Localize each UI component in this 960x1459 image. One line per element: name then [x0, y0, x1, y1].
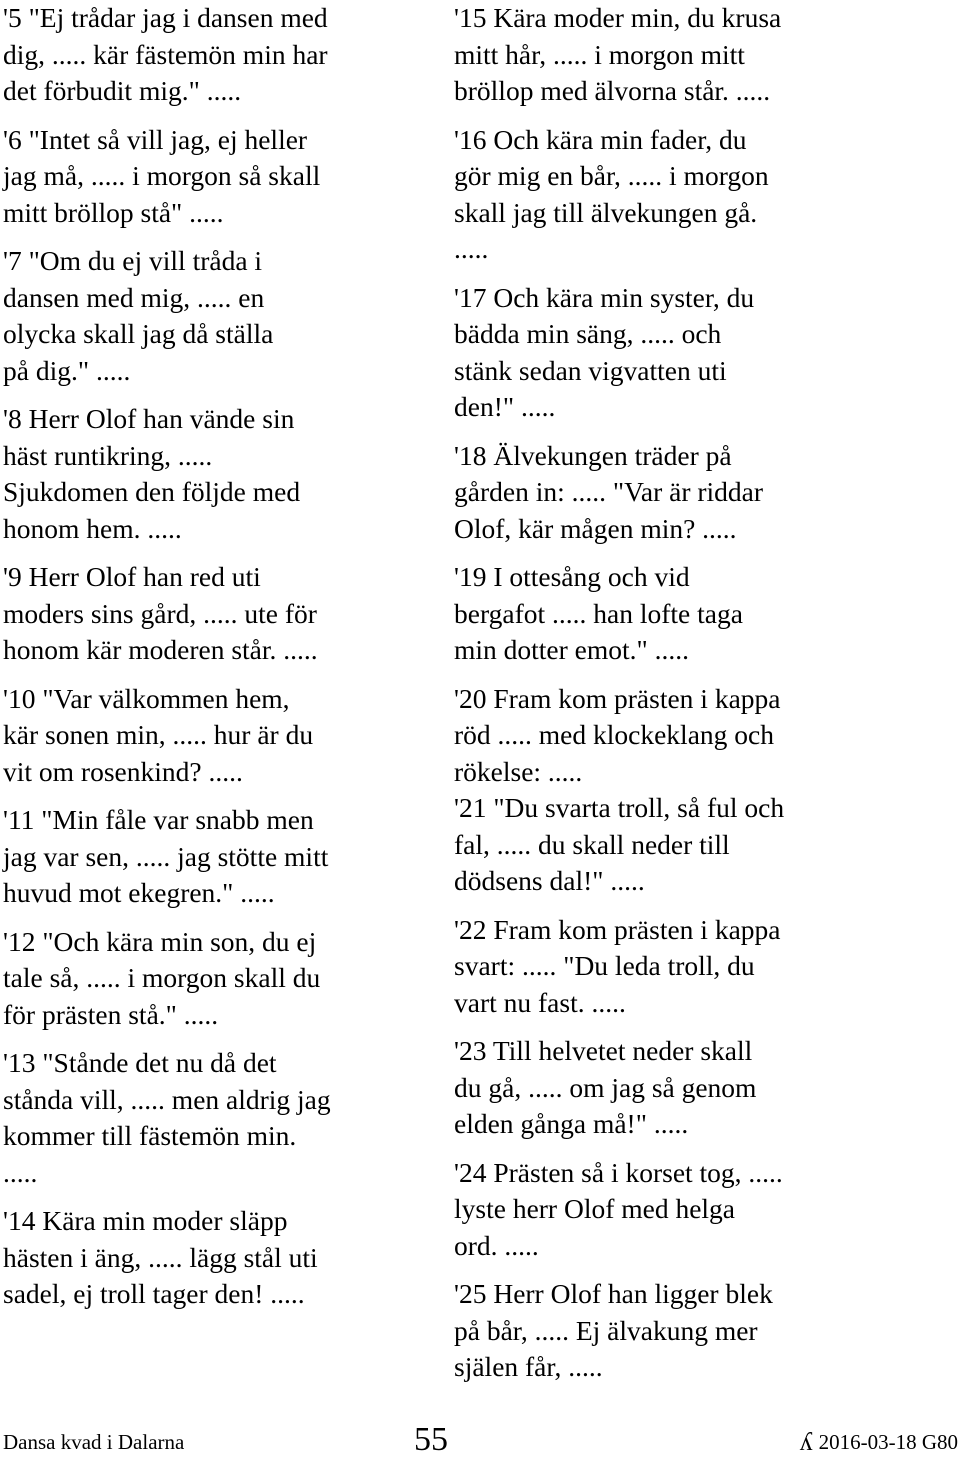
- verse: '14 Kära min moder släpp hästen i äng, ..... lägg stål uti sadel, ej troll tager den! .....: [3, 1205, 318, 1309]
- verse: '15 Kära moder min, du krusa mitt hår, ..... i morgon mitt bröllop med älvorna står. .....: [454, 2, 782, 106]
- verse: '11 "Min fåle var snabb men jag var sen, ..... jag stötte mitt huvud mot ekegren." .....: [3, 804, 329, 908]
- verse: '10 "Var välkommen hem, kär sonen min, ..... hur är du vit om rosenkind? .....: [3, 682, 314, 787]
- right-column: [454, 0, 914, 1398]
- verse: '22 Fram kom prästen i kappa svart: ..... "Du leda troll, du vart nu fast. .....: [454, 913, 781, 1018]
- verse: '20 Fram kom prästen i kappa röd ..... med klockeklang och rökelse: ..... '21 "Du svarta troll, så ful och fal, ..... du skall neder till dödsens dal!" .....: [454, 682, 785, 896]
- verse: '8 Herr Olof han vände sin häst runtikring, ..... Sjukdomen den följde med honom hem. .....: [3, 403, 301, 544]
- verse: '6 "Intet så vill jag, ej heller jag må, ..... i morgon så skall mitt bröllop stå" .....: [3, 123, 321, 228]
- footer-right: [800, 1429, 958, 1455]
- verse: '19 I ottesång och vid bergafot ..... han lofte taga min dotter emot." .....: [454, 561, 743, 665]
- verse: '25 Herr Olof han ligger blek på bår, ..... Ej älvakung mer själen får, .....: [454, 1278, 773, 1382]
- page-footer: [0, 1421, 960, 1459]
- verse: '13 "Stånde det nu då det stånda vill, ..... men aldrig jag kommer till fästemön min. .....: [3, 1047, 331, 1188]
- left-column: [3, 0, 463, 1325]
- footer-date-code: 2016-03-18 G80: [818, 1430, 958, 1454]
- verse: '7 "Om du ej vill tråda i dansen med mig, ..... en olycka skall jag då ställa på dig." .....: [3, 245, 274, 386]
- verse: '24 Prästen så i korset tog, ..... lyste herr Olof med helga ord. .....: [454, 1156, 783, 1261]
- verse: '12 "Och kära min son, du ej tale så, ..... i morgon skall du för prästen stå." .....: [3, 925, 321, 1030]
- verse: '23 Till helvetet neder skall du gå, ..... om jag så genom elden gånga må!" .....: [454, 1035, 757, 1139]
- page-number: 55: [414, 1421, 448, 1458]
- verse: '16 Och kära min fader, du gör mig en bår, ..... i morgon skall jag till älvekungen gå. .....: [454, 123, 769, 264]
- verse: '18 Älvekungen träder på gården in: ..... "Var är riddar Olof, kär mågen min? .....: [454, 439, 764, 544]
- verse: '17 Och kära min syster, du bädda min säng, ..... och stänk sedan vigvatten uti den!" .....: [454, 281, 755, 422]
- footer-title: Dansa kvad i Dalarna: [3, 1430, 185, 1454]
- verse: '9 Herr Olof han red uti moders sins gård, ..... ute för honom kär moderen står. .....: [3, 561, 318, 665]
- verse: '5 "Ej trådar jag i dansen med dig, ..... kär fästemön min har det förbudit mig." .....: [3, 2, 328, 106]
- lambda-icon: ʎ: [799, 1427, 813, 1456]
